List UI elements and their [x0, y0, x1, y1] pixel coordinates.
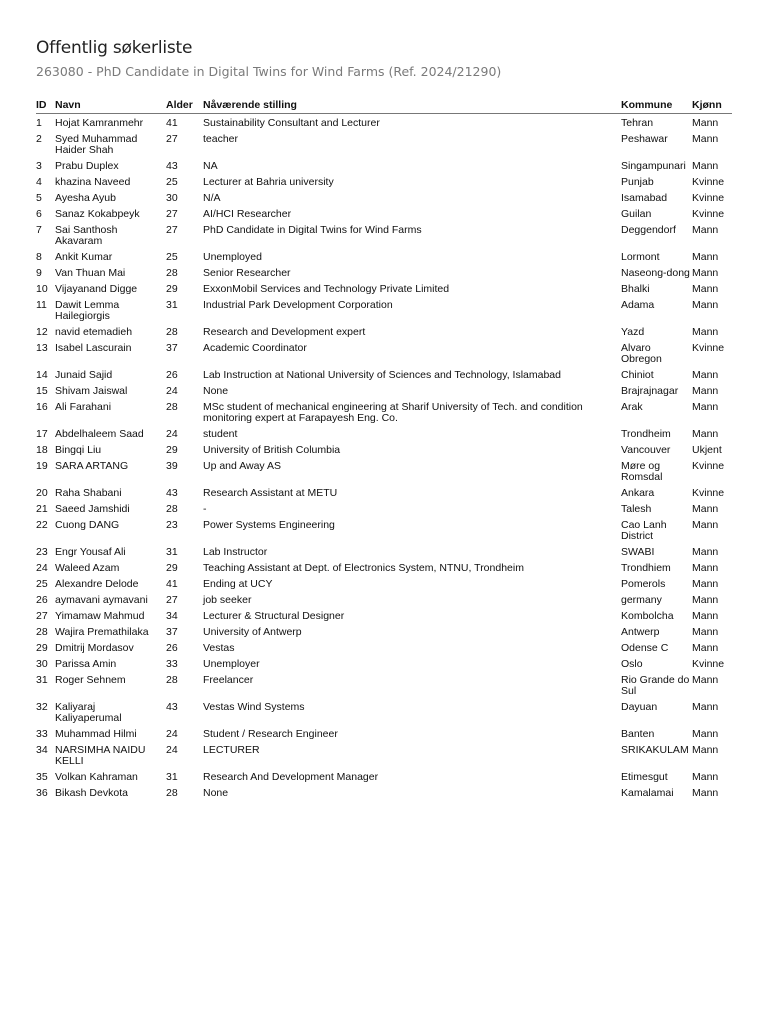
cell-age: 29	[166, 283, 178, 295]
page-title: Offentlig søkerliste	[36, 38, 193, 58]
cell-age: 29	[166, 444, 178, 456]
table-row	[36, 427, 732, 443]
cell-name: Kaliyaraj Kaliyaperumal	[55, 701, 122, 724]
table-row	[36, 657, 732, 673]
cell-position: Unemployed	[203, 251, 262, 263]
cell-age: 41	[166, 117, 178, 129]
cell-position: University of Antwerp	[203, 626, 302, 638]
cell-municipality: Etimesgut	[621, 771, 668, 783]
cell-name: Wajira Premathilaka	[55, 626, 149, 638]
cell-id: 20	[36, 487, 48, 499]
cell-position: PhD Candidate in Digital Twins for Wind Farms	[203, 224, 422, 236]
document-page	[36, 38, 736, 802]
cell-municipality: Yazd	[621, 326, 645, 338]
table-row	[36, 282, 732, 298]
cell-id: 4	[36, 176, 42, 188]
cell-position: Freelancer	[203, 674, 254, 686]
table-row	[36, 673, 732, 700]
cell-municipality: Arak	[621, 401, 643, 413]
cell-id: 5	[36, 192, 42, 204]
table-row	[36, 459, 732, 486]
cell-gender: Kvinne	[692, 192, 725, 204]
applicant-table	[36, 99, 732, 802]
cell-gender: Kvinne	[692, 176, 725, 188]
cell-age: 31	[166, 771, 178, 783]
cell-id: 2	[36, 133, 42, 145]
table-body	[36, 114, 732, 803]
cell-id: 31	[36, 674, 48, 686]
cell-id: 19	[36, 460, 48, 472]
cell-age: 28	[166, 326, 178, 338]
cell-name: Shivam Jaiswal	[55, 385, 128, 397]
table-row	[36, 368, 732, 384]
cell-municipality: Trondheim	[621, 428, 671, 440]
cell-position: Industrial Park Development Corporation	[203, 299, 393, 311]
cell-id: 12	[36, 326, 48, 338]
cell-age: 43	[166, 701, 178, 713]
table-row	[36, 223, 732, 250]
cell-name: Ankit Kumar	[55, 251, 113, 263]
cell-position: Academic Coordinator	[203, 342, 307, 354]
cell-municipality: Deggendorf	[621, 224, 676, 236]
cell-position: None	[203, 385, 229, 397]
cell-position: Lab Instruction at National University of Sciences and Technology, Islamabad	[203, 369, 561, 381]
cell-age: 34	[166, 610, 178, 622]
cell-age: 27	[166, 224, 178, 236]
cell-id: 18	[36, 444, 48, 456]
table-row	[36, 577, 732, 593]
cell-municipality: Punjab	[621, 176, 654, 188]
cell-gender: Mann	[692, 369, 719, 381]
cell-municipality: Antwerp	[621, 626, 660, 638]
cell-gender: Mann	[692, 428, 719, 440]
table-row	[36, 545, 732, 561]
cell-id: 1	[36, 117, 42, 129]
cell-gender: Mann	[692, 224, 719, 236]
cell-age: 29	[166, 562, 178, 574]
cell-name: Hojat Kamranmehr	[55, 117, 144, 129]
cell-name: Dmitrij Mordasov	[55, 642, 134, 654]
cell-municipality: Chiniot	[621, 369, 654, 381]
table-row	[36, 325, 732, 341]
cell-position: Student / Research Engineer	[203, 728, 338, 740]
cell-id: 15	[36, 385, 48, 397]
cell-position: AI/HCI Researcher	[203, 208, 292, 220]
cell-name: NARSIMHA NAIDU KELLI	[55, 744, 146, 767]
cell-municipality: Banten	[621, 728, 655, 740]
header-gender: Kjønn	[692, 99, 732, 114]
cell-municipality: SRIKAKULAM	[621, 744, 689, 756]
cell-age: 33	[166, 658, 178, 670]
cell-gender: Mann	[692, 519, 719, 531]
cell-position: -	[203, 503, 207, 515]
header-row	[36, 99, 732, 114]
cell-gender: Mann	[692, 326, 719, 338]
table-row	[36, 786, 732, 802]
cell-id: 36	[36, 787, 48, 799]
cell-position: Teaching Assistant at Dept. of Electronics System, NTNU, Trondheim	[203, 562, 524, 574]
cell-name: Parissa Amin	[55, 658, 117, 670]
cell-gender: Mann	[692, 160, 719, 172]
cell-name: Isabel Lascurain	[55, 342, 132, 354]
cell-name: Ali Farahani	[55, 401, 112, 413]
table-row	[36, 770, 732, 786]
cell-age: 27	[166, 594, 178, 606]
cell-position: Research and Development expert	[203, 326, 366, 338]
cell-id: 21	[36, 503, 48, 515]
cell-age: 28	[166, 787, 178, 799]
cell-age: 37	[166, 626, 178, 638]
cell-position: Lecturer & Structural Designer	[203, 610, 345, 622]
cell-position: Research And Development Manager	[203, 771, 379, 783]
cell-municipality: germany	[621, 594, 662, 606]
header-id: ID	[36, 99, 55, 114]
cell-id: 13	[36, 342, 48, 354]
cell-name: Bingqi Liu	[55, 444, 102, 456]
cell-age: 27	[166, 208, 178, 220]
cell-position: LECTURER	[203, 744, 260, 756]
table-row	[36, 298, 732, 325]
cell-id: 17	[36, 428, 48, 440]
page-subtitle: 263080 - PhD Candidate in Digital Twins for Wind Farms (Ref. 2024/21290)	[36, 64, 502, 79]
cell-id: 27	[36, 610, 48, 622]
cell-name: Bikash Devkota	[55, 787, 128, 799]
cell-gender: Kvinne	[692, 342, 725, 354]
cell-name: aymavani aymavani	[55, 594, 148, 606]
cell-gender: Mann	[692, 401, 719, 413]
cell-gender: Mann	[692, 562, 719, 574]
cell-municipality: Vancouver	[621, 444, 671, 456]
cell-gender: Mann	[692, 385, 719, 397]
cell-id: 32	[36, 701, 48, 713]
cell-position: Lecturer at Bahria university	[203, 176, 334, 188]
cell-name: khazina Naveed	[55, 176, 131, 188]
cell-age: 28	[166, 267, 178, 279]
cell-age: 39	[166, 460, 178, 472]
cell-id: 29	[36, 642, 48, 654]
cell-id: 16	[36, 401, 48, 413]
cell-gender: Kvinne	[692, 487, 725, 499]
cell-position: NA	[203, 160, 218, 172]
cell-municipality: Lormont	[621, 251, 660, 263]
cell-name: Sanaz Kokabpeyk	[55, 208, 140, 220]
cell-age: 24	[166, 428, 178, 440]
cell-age: 43	[166, 487, 178, 499]
cell-municipality: Alvaro Obregon	[621, 342, 662, 365]
cell-name: Vijayanand Digge	[55, 283, 138, 295]
cell-gender: Mann	[692, 701, 719, 713]
cell-position: Power Systems Engineering	[203, 519, 335, 531]
cell-name: Yimamaw Mahmud	[55, 610, 145, 622]
table-row	[36, 384, 732, 400]
cell-name: Ayesha Ayub	[55, 192, 116, 204]
cell-position: None	[203, 787, 229, 799]
cell-gender: Mann	[692, 267, 719, 279]
cell-position: Vestas Wind Systems	[203, 701, 305, 713]
cell-age: 28	[166, 401, 178, 413]
cell-municipality: Trondhiem	[621, 562, 671, 574]
table-row	[36, 593, 732, 609]
cell-age: 24	[166, 744, 178, 756]
cell-municipality: Dayuan	[621, 701, 658, 713]
cell-age: 28	[166, 503, 178, 515]
cell-id: 28	[36, 626, 48, 638]
cell-gender: Mann	[692, 728, 719, 740]
cell-municipality: Isamabad	[621, 192, 668, 204]
header-name: Navn	[55, 99, 166, 114]
cell-position: Unemployer	[203, 658, 260, 670]
table-row	[36, 518, 732, 545]
cell-gender: Mann	[692, 626, 719, 638]
cell-age: 26	[166, 369, 178, 381]
cell-gender: Mann	[692, 744, 719, 756]
cell-gender: Mann	[692, 251, 719, 263]
table-row	[36, 486, 732, 502]
cell-gender: Mann	[692, 610, 719, 622]
table-row	[36, 727, 732, 743]
cell-name: Volkan Kahraman	[55, 771, 138, 783]
cell-position: Lab Instructor	[203, 546, 268, 558]
cell-name: Raha Shabani	[55, 487, 122, 499]
cell-name: Abdelhaleem Saad	[55, 428, 144, 440]
table-row	[36, 175, 732, 191]
cell-municipality: Talesh	[621, 503, 652, 515]
cell-position: Research Assistant at METU	[203, 487, 338, 499]
cell-gender: Mann	[692, 299, 719, 311]
cell-id: 14	[36, 369, 48, 381]
cell-municipality: Odense C	[621, 642, 669, 654]
cell-municipality: Kombolcha	[621, 610, 674, 622]
cell-age: 23	[166, 519, 178, 531]
table-row	[36, 641, 732, 657]
cell-age: 41	[166, 578, 178, 590]
cell-gender: Mann	[692, 117, 719, 129]
table-header	[36, 99, 732, 114]
cell-name: Muhammad Hilmi	[55, 728, 137, 740]
cell-id: 30	[36, 658, 48, 670]
cell-id: 25	[36, 578, 48, 590]
cell-gender: Mann	[692, 594, 719, 606]
cell-gender: Mann	[692, 133, 719, 145]
cell-position: N/A	[203, 192, 221, 204]
cell-id: 3	[36, 160, 42, 172]
cell-position: Ending at UCY	[203, 578, 273, 590]
cell-gender: Mann	[692, 787, 719, 799]
cell-age: 24	[166, 728, 178, 740]
cell-id: 22	[36, 519, 48, 531]
table-row	[36, 341, 732, 368]
cell-gender: Mann	[692, 674, 719, 686]
cell-name: Dawit Lemma Hailegiorgis	[55, 299, 120, 322]
table-row	[36, 609, 732, 625]
cell-id: 11	[36, 299, 47, 311]
cell-municipality: Naseong-dong	[621, 267, 690, 279]
cell-municipality: Tehran	[621, 117, 654, 129]
cell-position: ExxonMobil Services and Technology Private Limited	[203, 283, 450, 295]
cell-municipality: Oslo	[621, 658, 643, 670]
cell-gender: Ukjent	[692, 444, 722, 456]
table-row	[36, 700, 732, 727]
cell-age: 37	[166, 342, 178, 354]
cell-municipality: Bhalki	[621, 283, 650, 295]
cell-position: Senior Researcher	[203, 267, 291, 279]
table-row	[36, 443, 732, 459]
cell-age: 43	[166, 160, 178, 172]
table-row	[36, 207, 732, 223]
cell-gender: Mann	[692, 283, 719, 295]
cell-municipality: Kamalamai	[621, 787, 674, 799]
cell-age: 30	[166, 192, 178, 204]
cell-municipality: Peshawar	[621, 133, 668, 145]
table-row	[36, 159, 732, 175]
cell-id: 9	[36, 267, 42, 279]
cell-id: 7	[36, 224, 42, 236]
cell-gender: Mann	[692, 546, 719, 558]
cell-name: Waleed Azam	[55, 562, 120, 574]
cell-name: Prabu Duplex	[55, 160, 119, 172]
cell-municipality: Guilan	[621, 208, 652, 220]
cell-age: 31	[166, 299, 178, 311]
cell-id: 23	[36, 546, 48, 558]
table-row	[36, 743, 732, 770]
cell-id: 34	[36, 744, 48, 756]
cell-age: 25	[166, 251, 178, 263]
cell-position: MSc student of mechanical engineering at Sharif University of Tech. and condition monitoring expert at Farapayesh Eng. Co.	[203, 401, 583, 424]
cell-gender: Kvinne	[692, 658, 725, 670]
cell-municipality: Rio Grande do Sul	[621, 674, 690, 697]
cell-gender: Mann	[692, 642, 719, 654]
cell-municipality: SWABI	[621, 546, 655, 558]
cell-id: 26	[36, 594, 48, 606]
table-row	[36, 132, 732, 159]
cell-gender: Mann	[692, 503, 719, 515]
cell-position: Sustainability Consultant and Lecturer	[203, 117, 380, 129]
cell-name: navid etemadieh	[55, 326, 133, 338]
table-row	[36, 502, 732, 518]
cell-municipality: Brajrajnagar	[621, 385, 679, 397]
cell-municipality: Pomerols	[621, 578, 666, 590]
header-age: Alder	[166, 99, 203, 114]
cell-id: 24	[36, 562, 48, 574]
cell-name: SARA ARTANG	[55, 460, 129, 472]
cell-name: Engr Yousaf Ali	[55, 546, 126, 558]
cell-name: Alexandre Delode	[55, 578, 139, 590]
cell-position: University of British Columbia	[203, 444, 341, 456]
cell-id: 8	[36, 251, 42, 263]
table-row	[36, 191, 732, 207]
cell-gender: Mann	[692, 578, 719, 590]
table-row	[36, 114, 732, 133]
cell-municipality: Singampunari	[621, 160, 686, 172]
cell-name: Van Thuan Mai	[55, 267, 126, 279]
cell-age: 28	[166, 674, 178, 686]
cell-id: 6	[36, 208, 42, 220]
cell-name: Sai Santhosh Akavaram	[55, 224, 118, 247]
header-municipality: Kommune	[621, 99, 692, 114]
cell-position: teacher	[203, 133, 239, 145]
table-row	[36, 400, 732, 427]
cell-name: Cuong DANG	[55, 519, 120, 531]
cell-gender: Mann	[692, 771, 719, 783]
cell-municipality: Ankara	[621, 487, 655, 499]
cell-position: Vestas	[203, 642, 235, 654]
cell-name: Roger Sehnem	[55, 674, 126, 686]
cell-name: Syed Muhammad Haider Shah	[55, 133, 138, 156]
cell-municipality: Møre og Romsdal	[621, 460, 663, 483]
cell-age: 24	[166, 385, 178, 397]
cell-position: student	[203, 428, 238, 440]
cell-gender: Kvinne	[692, 208, 725, 220]
cell-municipality: Adama	[621, 299, 655, 311]
table-row	[36, 250, 732, 266]
cell-municipality: Cao Lanh District	[621, 519, 667, 542]
cell-age: 31	[166, 546, 178, 558]
cell-id: 33	[36, 728, 48, 740]
cell-position: job seeker	[203, 594, 252, 606]
cell-age: 27	[166, 133, 178, 145]
cell-name: Saeed Jamshidi	[55, 503, 130, 515]
header-position: Nåværende stilling	[203, 99, 621, 114]
cell-id: 10	[36, 283, 48, 295]
cell-position: Up and Away AS	[203, 460, 282, 472]
cell-name: Junaid Sajid	[55, 369, 113, 381]
cell-id: 35	[36, 771, 48, 783]
cell-age: 26	[166, 642, 178, 654]
table-row	[36, 561, 732, 577]
cell-age: 25	[166, 176, 178, 188]
cell-gender: Kvinne	[692, 460, 725, 472]
table-row	[36, 266, 732, 282]
table-row	[36, 625, 732, 641]
